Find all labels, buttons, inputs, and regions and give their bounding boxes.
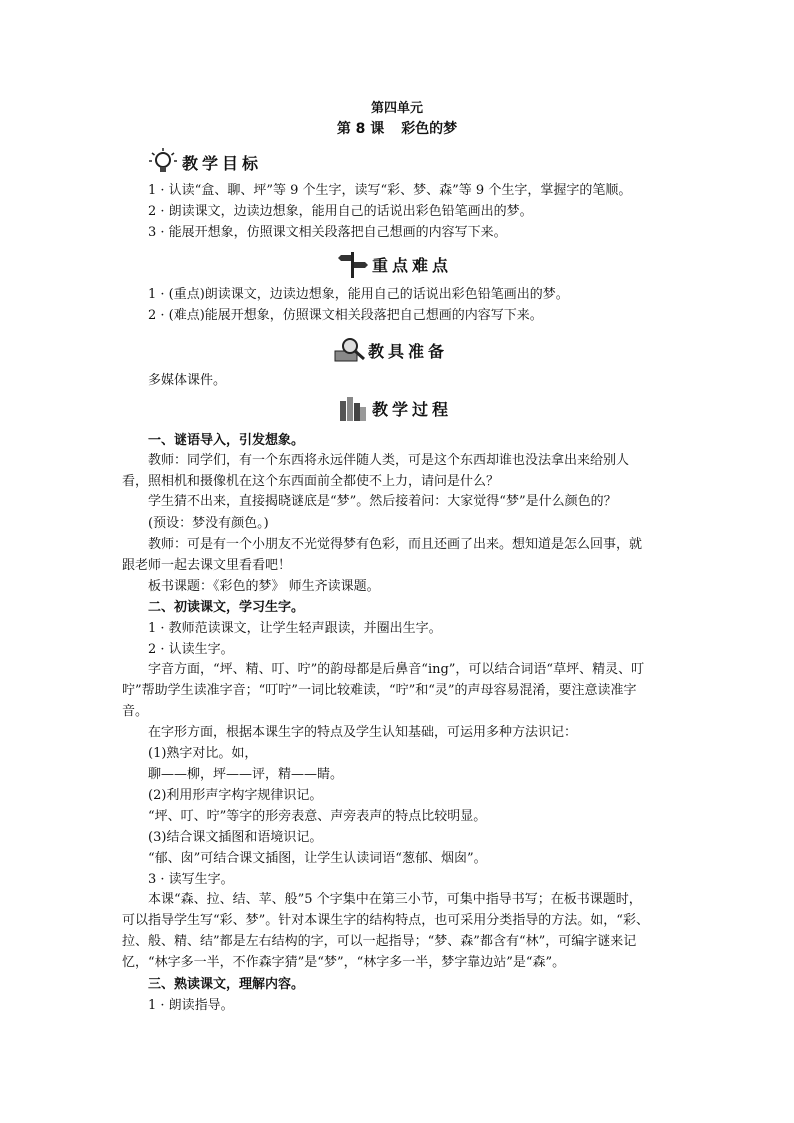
section-materials bbox=[334, 334, 448, 366]
books-icon bbox=[338, 393, 368, 423]
process-paragraph: (1)熟字对比。如， bbox=[148, 746, 258, 761]
section-title: 教具准备 bbox=[368, 341, 449, 361]
process-paragraph: (预设：梦没有颜色。) bbox=[148, 516, 269, 531]
unit-heading: 第四单元 bbox=[370, 101, 423, 116]
section-keypoints bbox=[338, 248, 452, 280]
materials-text: 多媒体课件。 bbox=[148, 373, 227, 388]
process-paragraph: “郁、囱”可结合课文插图，让学生认读词语“葱郁、烟囱”。 bbox=[148, 851, 487, 866]
process-paragraph: 字音方面，“坪、精、叮、咛”的韵母都是后鼻音“ing”，可以结合词语“草坪、精灵、叮咛”帮助学生读准字音；“叮咛”一词比较难读，“咛”和“灵”的声母容易混淆，要注意读准字音。 bbox=[122, 662, 645, 719]
process-heading-2: 二、初读课文，学习生字。 bbox=[148, 600, 305, 615]
magnifier-book-icon bbox=[334, 335, 364, 365]
section-title: 重点难点 bbox=[372, 255, 453, 275]
process-paragraph: 3 · 读写生字。 bbox=[148, 872, 234, 887]
objective-3: 3 · 能展开想象，仿照课文相关段落把自己想画的内容写下来。 bbox=[148, 225, 507, 240]
keypoint-2: 2 · (难点)能展开想象，仿照课文相关段落把自己想画的内容写下来。 bbox=[148, 308, 543, 323]
lesson-heading bbox=[0, 118, 794, 138]
lesson-title: 彩色的梦 bbox=[401, 121, 458, 137]
process-heading-3: 三、熟读课文，理解内容。 bbox=[148, 977, 305, 992]
section-title: 教学过程 bbox=[372, 399, 453, 419]
process-paragraph: 1 · 朗读指导。 bbox=[148, 998, 234, 1013]
signpost-icon bbox=[338, 249, 368, 279]
section-title: 教学目标 bbox=[182, 153, 263, 173]
process-paragraph: 本课“森、拉、结、苹、般”5 个字集中在第三小节，可集中指导书写；在板书课题时，可以指导学生写“彩、梦”。针对本课生字的结构特点，也可采用分类指导的方法。如，“彩、拉、般、精、结”都是左右结构的字，可以一起指导；“梦、森”都含有“林”，可编字谜来记忆，“林字多一半，不作森字猜”是“梦”，“林字多一半，梦字靠边站”是“森”。 bbox=[122, 892, 649, 970]
process-paragraph: 教师：可是有一个小朋友不光觉得梦有色彩，而且还画了出来。想知道是怎么回事，就跟老师一起去课文里看看吧！ bbox=[122, 537, 643, 573]
lightbulb-icon bbox=[148, 147, 178, 177]
process-paragraph: (3)结合课文插图和语境识记。 bbox=[148, 830, 323, 845]
process-paragraph: 1 · 教师范读课文，让学生轻声跟读，并圈出生字。 bbox=[148, 621, 442, 636]
lesson-number: 第 8 课 bbox=[336, 121, 385, 137]
process-paragraph: (2)利用形声字构字规律识记。 bbox=[148, 788, 323, 803]
process-paragraph: 聊——柳，坪——评，精——睛。 bbox=[148, 767, 344, 782]
objective-1: 1 · 认读“盒、聊、坪”等 9 个生字，读写“彩、梦、森”等 9 个生字，掌握字的笔顺。 bbox=[148, 183, 632, 198]
process-paragraph: 2 · 认读生字。 bbox=[148, 642, 234, 657]
process-paragraph: “坪、叮、咛”等字的形旁表意、声旁表声的特点比较明显。 bbox=[148, 809, 487, 824]
process-paragraph: 教师：同学们，有一个东西将永远伴随人类，可是这个东西却谁也没法拿出来给别人看，照相机和摄像机在这个东西面前全都使不上力，请问是什么？ bbox=[122, 453, 630, 489]
section-objectives bbox=[148, 146, 262, 178]
process-paragraph: 学生猜不出来，直接揭晓谜底是“梦”。然后接着问：大家觉得“梦”是什么颜色的？ bbox=[148, 494, 617, 509]
process-paragraph: 在字形方面，根据本课生字的特点及学生认知基础，可运用多种方法识记： bbox=[148, 725, 578, 740]
objective-2: 2 · 朗读课文，边读边想象，能用自己的话说出彩色铅笔画出的梦。 bbox=[148, 204, 533, 219]
process-paragraph: 板书课题：《彩色的梦》 师生齐读课题。 bbox=[148, 579, 380, 594]
keypoint-1: 1 · (重点)朗读课文，边读边想象，能用自己的话说出彩色铅笔画出的梦。 bbox=[148, 287, 569, 302]
process-heading-1: 一、谜语导入，引发想象。 bbox=[148, 433, 305, 448]
section-process bbox=[338, 392, 452, 424]
